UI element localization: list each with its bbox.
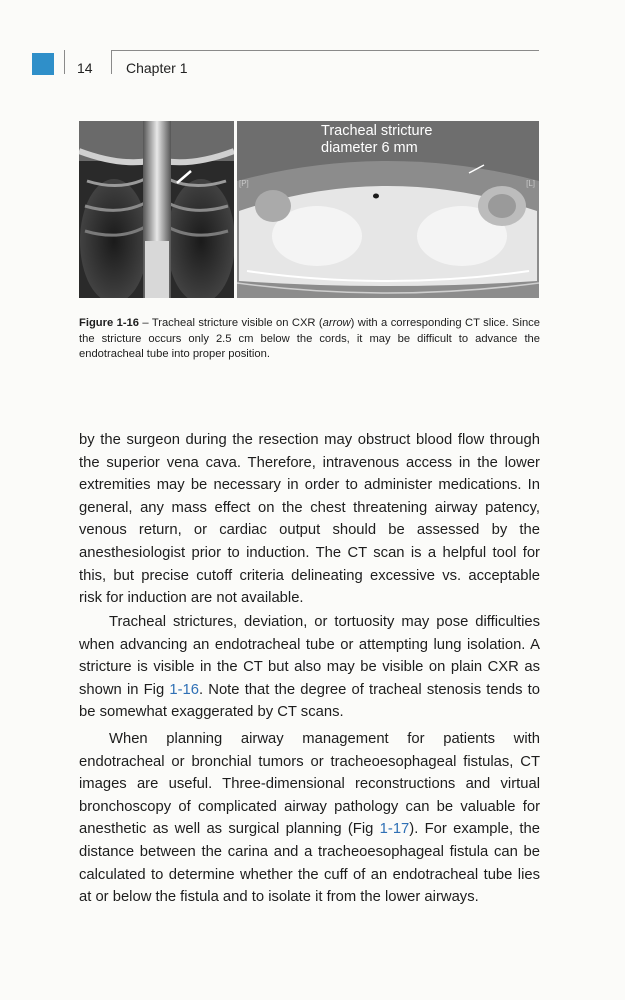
figure-caption: Figure 1-16 – Tracheal stricture visible on CXR (arrow) with a corresponding CT slice. Since the stricture occurs only 2.5 cm below the cords, it may be difficult to advance the endotracheal tube into proper position. — [79, 317, 540, 360]
ct-annotation: Tracheal stricture diameter 6 mm — [321, 123, 433, 156]
chapter-title: Chapter 1 — [126, 60, 188, 76]
header-rule — [111, 50, 539, 51]
ct-right-marker: [L] — [526, 179, 535, 188]
chest-xray-image — [79, 121, 234, 298]
chapter-color-block — [32, 53, 54, 75]
header-divider — [111, 50, 112, 74]
ct-scan-image — [237, 121, 539, 298]
ct-left-marker: [P] — [239, 179, 249, 188]
body-paragraph: When planning airway management for patients with endotracheal or bronchial tumors or tracheoesophageal fistulas, CT images are useful. Three-dimensional reconstructions and virtual bronchoscopy of complicated airway pathology can be valuable for anesthetic as well as surgical planning (Fig 1-17). For example, the distance between the carina and a tracheoesophageal fistula can be calculated to determine whether the cuff of an endotracheal tube lies at or below the fistula and to isolate it from the lower airways. — [79, 731, 540, 906]
page-number: 14 — [77, 60, 93, 76]
body-paragraph: by the surgeon during the resection may obstruct blood flow through the superior vena cava. Therefore, intravenous access in the lower extremities may be necessary in order to administer medications. In general, any mass effect on the chest threatening airway patency, venous return, or cardiac output should be assessed by the anesthesiologist prior to induction. The CT scan is a helpful tool for this, but precise cutoff criteria delineating excessive vs. acceptable risk for induction are not available. — [79, 432, 540, 607]
header-divider — [64, 50, 65, 74]
body-paragraph: Tracheal strictures, deviation, or tortuosity may pose difficulties when advancing an endotracheal tube or attempting lung isolation. A stricture is visible in the CT but also may be visible on plain CXR as shown in Fig 1-16. Note that the degree of tracheal stenosis tends to be somewhat exaggerated by CT scans. — [79, 614, 540, 721]
figure-label: Figure 1-16 — [79, 317, 139, 329]
figure-link[interactable]: 1-16 — [169, 681, 199, 698]
figure-link[interactable]: 1-17 — [379, 821, 410, 838]
